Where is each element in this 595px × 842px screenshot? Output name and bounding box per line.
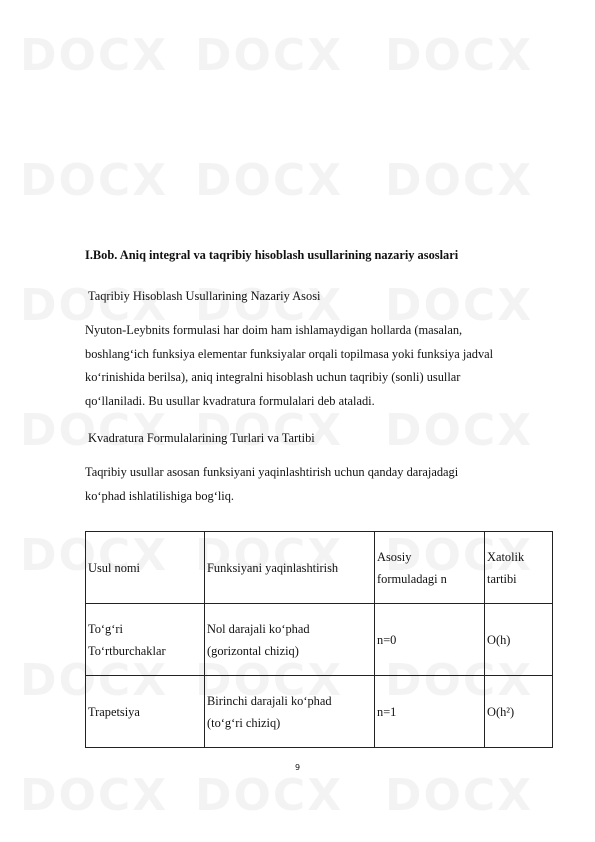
paragraph-line: qo‘llaniladi. Bu usullar kvadratura formulalari deb ataladi. (85, 393, 375, 408)
watermark (20, 155, 168, 206)
methods-table (85, 531, 553, 748)
table-cell (375, 676, 485, 748)
table-row (86, 604, 553, 676)
cell-line: (to‘g‘ri chiziq) (207, 715, 281, 730)
table-header-cell (205, 532, 375, 604)
paragraph-line: boshlang‘ich funksiya elementar funksiyalar orqali topilmasa yoki funksiya jadval (85, 346, 494, 361)
cell-line: Nol darajali ko‘phad (207, 621, 310, 636)
watermark (195, 155, 343, 206)
paragraph-line: ko‘rinishida berilsa), aniq integralni hisoblash uchun taqribiy (sonli) usullar (85, 370, 461, 384)
table-row (86, 676, 553, 748)
watermark (20, 30, 168, 81)
watermark (385, 155, 533, 206)
table-cell (485, 676, 553, 748)
cell-line: O(h²) (487, 704, 515, 719)
cell-line: To‘g‘ri (88, 621, 123, 636)
cell-line: Funksiyani yaqinlashtirish (207, 560, 339, 575)
table-cell (205, 676, 375, 748)
table-cell (485, 604, 553, 676)
cell-line: Trapetsiya (88, 704, 140, 719)
watermark (20, 770, 168, 821)
table-cell (205, 604, 375, 676)
cell-line: (gorizontal chiziq) (207, 643, 299, 658)
cell-line: n=0 (377, 632, 397, 647)
watermark (385, 30, 533, 81)
cell-line: Xatolik (487, 549, 525, 564)
table-cell (86, 604, 205, 676)
section-title-types: Kvadratura Formulalarining Turlari va Tartibi (88, 431, 315, 445)
table-header-cell (485, 532, 553, 604)
cell-line: n=1 (377, 704, 397, 719)
watermark (195, 30, 343, 81)
chapter-heading: I.Bob. Aniq integral va taqribiy hisoblash usullarining nazariy asoslari (85, 248, 459, 262)
cell-line: O(h) (487, 632, 511, 647)
table-cell (86, 676, 205, 748)
cell-line: Usul nomi (88, 560, 140, 575)
paragraph-types (85, 461, 555, 508)
cell-line: Birinchi darajali ko‘phad (207, 693, 332, 708)
watermark (195, 770, 343, 821)
paragraph-line: Nyuton-Leybnits formulasi har doim ham ishlamaydigan hollarda (masalan, (85, 323, 463, 337)
table-cell (375, 604, 485, 676)
table-header-cell (375, 532, 485, 604)
page-number: 9 (294, 763, 301, 772)
paragraph-line: Taqribiy usullar asosan funksiyani yaqinlashtirish uchun qanday darajadagi (85, 465, 459, 479)
cell-line: tartibi (487, 571, 517, 586)
cell-line: To‘rtburchaklar (88, 643, 166, 658)
table-header-cell (86, 532, 205, 604)
watermark (385, 770, 533, 821)
table-header-row (86, 532, 553, 604)
paragraph-theory (85, 319, 555, 413)
paragraph-line: ko‘phad ishlatilishiga bog‘liq. (85, 488, 235, 503)
section-title-theory: Taqribiy Hisoblash Usullarining Nazariy Asosi (88, 289, 321, 303)
cell-line: formuladagi n (377, 571, 447, 586)
cell-line: Asosiy (377, 549, 412, 564)
